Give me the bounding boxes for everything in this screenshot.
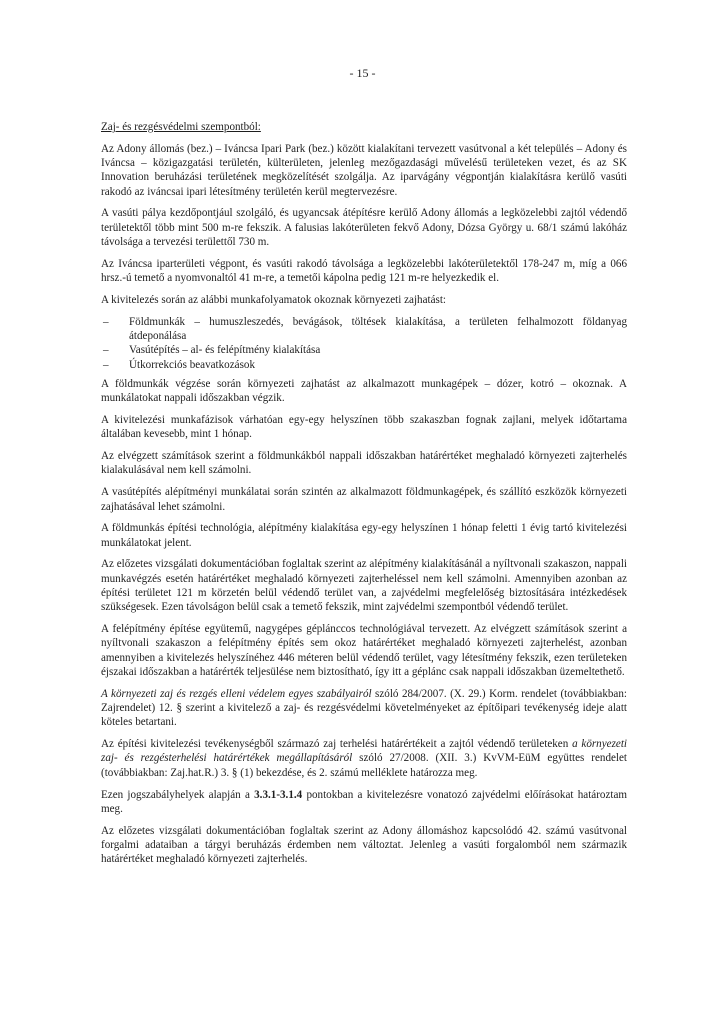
list-item: – Útkorrekciós beavatkozások — [101, 358, 627, 372]
paragraph: Az elvégzett számítások szerint a földmunkákból nappali időszakban határértéket meghaladó környezeti zajterhelés kialakulásával nem kell számolni. — [101, 450, 627, 477]
paragraph: Az Iváncsa iparterületi végpont, és vasúti rakodó távolsága a legközelebbi lakóterületektől 178-247 m, míg a 066 hrsz.-ú temető a nyomvonaltól 41 m-re, a temetői kápolna pedig 121 m-re helyezkedik el. — [101, 257, 627, 285]
paragraph: A felépítmény építése együtemű, nagygépes géplánccos technológiával tervezett. Az elvégzett számítások szerint a nyíltvonali szakaszon a felépítmény építés sem okoz határértéket meghaladó környezeti zajterhelést, azonban amennyiben a kivitelezés helyszínéhez 446 méteren belül védendő terület, vagy létesítmény fekszik, ezen területeken éjszakai időszakban a határérték teljesülése nem biztosítható, így itt a géplánc csak nappali időszakban üzemeltethető. — [101, 623, 627, 678]
paragraph: Az előzetes vizsgálati dokumentációban foglaltak szerint az Adony állomáshoz kapcsolódó 42. számú vasútvonal forgalmi adataiban a tárgyi beruházás érdemben nem változtat. Jelenleg a vasúti forgalomból nem származik határértéket meghaladó környezeti zajterhelés. — [101, 824, 627, 866]
paragraph: A vasútépítés alépítményi munkálatai során szintén az alkalmazott földmunkagépek, és szállító eszközök környezeti zajhatásával lehet számolni. — [101, 486, 627, 513]
paragraph: Az előzetes vizsgálati dokumentációban foglaltak szerint az alépítmény kialakításánál a nyíltvonali szakaszon, nappali munkavégzés esetén határértéket meghaladó környezeti zajterheléssel nem kell számolni. Amennyiben azonban az építési területet 121 m körzetén belül védendő terület van, a zajvédelmi megfelelőség biztosítására intézkedések szükségesek. Ezen távolságon belül csak a temető fekszik, mint zajvédelmi szempontból védendő terület. — [101, 558, 627, 614]
paragraph: A kivitelezési munkafázisok várhatóan egy-egy helyszínen több szakaszban fognak zajlani, melyek időtartama általában kevesebb, mint 1 hónap. — [101, 414, 627, 441]
list-item: – Földmunkák – humuszleszedés, bevágások, töltések kialakítása, a területen felhalmozott földanyag átdeponálása — [101, 315, 627, 344]
paragraph: A kivitelezés során az alábbi munkafolyamatok okoznak környezeti zajhatást: — [101, 293, 447, 306]
paragraph: A vasúti pálya kezdőpontjául szolgáló, és ugyancsak átépítésre kerülő Adony állomás a legközelebbi zajtól védendő területektől több mint 500 m-re fekszik. A falusias lakóterületen fekvő Adony, Dózsa György u. 68/1 számú lakóház távolsága a tervezési területtől 730 m. — [101, 207, 627, 249]
paragraph — [101, 788, 627, 817]
section-heading: Zaj- és rezgésvédelmi szempontból: — [101, 121, 261, 133]
paragraph: A földmunkák végzése során környezeti zajhatást az alkalmazott munkagépek – dózer, kotró – okoznak. A munkálatokat nappali időszakban végzik. — [101, 377, 627, 405]
paragraph-text: Az építési kivitelezési tevékenységből származó zaj terhelési határértékeit a zajtól védendő területeken — [101, 738, 573, 751]
paragraph — [101, 737, 627, 780]
list-item: – Vasútépítés – al- és felépítmény kialakítása — [101, 343, 627, 357]
paragraph: Az Adony állomás (bez.) – Iváncsa Ipari Park (bez.) között kialakítani tervezett vasútvonal a két település – Adony és Iváncsa – közigazgatási területén, külterületen, jelenleg mezőgazdasági művelésű területeken vezet, és az SK Innovation beruházási területének megközelítését szolgálja. Az iparvágány végpontján kialakításra kerülő vasúti rakodó az iváncsai ipari létesítmény területén kerül megtervezésre. — [101, 142, 627, 198]
document-body — [101, 120, 627, 874]
paragraph-text: pontokban a kivitelezésre vonatozó zajvédelmi előírásokat határoztam meg. — [101, 788, 627, 815]
paragraph: A földmunkás építési technológia, alépítmény kialakítása egy-egy helyszínen 1 hónap feletti 1 évig tartó kivitelezési munkálatokat jelent. — [101, 522, 627, 549]
paragraph — [101, 687, 627, 730]
point-reference: 3.3.1-3.1.4 — [254, 788, 303, 801]
paragraph-text: szóló 284/2007. (X. 29.) Korm. rendelet (továbbiakban: Zajrendelet) 12. § szerint a kivitelező a zaj- és rezgésvédelmi követelményeket az építőipari tevékenység ideje alatt köteles betartani. — [101, 687, 627, 729]
decree-title: A környezeti zaj és rezgés elleni védelem egyes szabályairól — [101, 687, 372, 700]
work-process-list — [101, 315, 627, 372]
paragraph-text: szóló 27/2008. (XII. 3.) KvVM-EüM együttes rendelet (továbbiakban: Zaj.hat.R.) 3. § (1) bekezdése, és 2. számú melléklete határozza meg. — [101, 752, 627, 779]
decree-title: a környezeti zaj- és rezgésterhelési határértékek megállapításáról — [101, 738, 627, 765]
page-number: - 15 - — [349, 66, 376, 80]
paragraph-text: Ezen jogszabályhelyek alapján a — [101, 788, 255, 801]
